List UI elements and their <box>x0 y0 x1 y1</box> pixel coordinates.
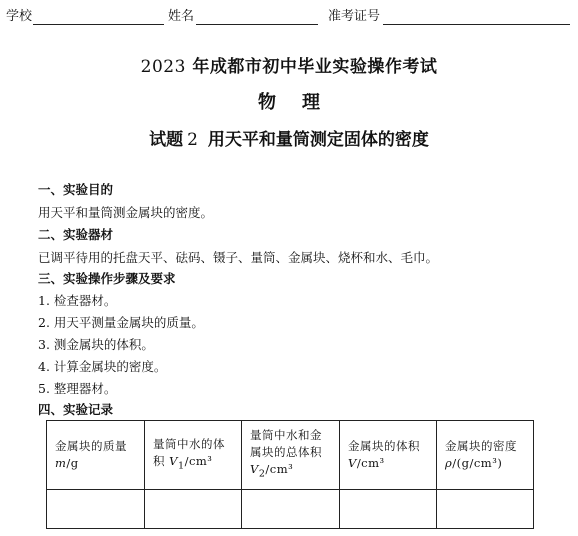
name-blank[interactable] <box>196 24 318 25</box>
subject-title: 物理 <box>258 92 346 113</box>
question-title <box>0 125 578 150</box>
block-volume-cell[interactable] <box>340 490 437 529</box>
total-volume-header: 量筒中水和金属块的总体积 $V_2$/cm³ <box>242 421 340 490</box>
density-cell[interactable] <box>437 490 534 529</box>
total-volume-cell[interactable] <box>242 490 340 529</box>
table-row <box>47 490 534 529</box>
school-blank[interactable] <box>33 24 164 25</box>
exam-number-blank[interactable] <box>383 24 570 25</box>
exam-number-label: 准考证号 <box>328 9 381 24</box>
record-table <box>46 420 534 529</box>
exam-year: 2023 <box>140 57 186 77</box>
water-volume-cell[interactable] <box>145 490 242 529</box>
purpose-text: 用天平和量筒测金属块的密度。 <box>38 205 214 220</box>
equipment-text: 已调平待用的托盘天平、砝码、镊子、量筒、金属块、烧杯和水、毛巾。 <box>38 250 439 265</box>
step-item: 2. 用天平测量金属块的质量。 <box>38 315 204 330</box>
exam-name: 年成都市初中毕业实验操作考试 <box>192 57 438 77</box>
mass-cell[interactable] <box>47 490 145 529</box>
step-item: 3. 测金属块的体积。 <box>38 337 154 352</box>
table-header-row <box>47 421 534 490</box>
record-heading: 四、实验记录 <box>38 402 114 417</box>
equipment-heading: 二、实验器材 <box>38 227 114 242</box>
school-label: 学校 <box>6 9 33 24</box>
water-volume-header: 量筒中水的体积 $V_1$/cm³ <box>145 421 242 490</box>
density-header: 金属块的密度 ρ/(g/cm³) <box>437 421 534 490</box>
question-number: 2 <box>187 130 198 150</box>
name-label: 姓名 <box>168 9 195 24</box>
steps-heading: 三、实验操作步骤及要求 <box>38 271 176 286</box>
exam-title <box>0 52 578 77</box>
purpose-heading: 一、实验目的 <box>38 182 114 197</box>
block-volume-header: 金属块的体积 V/cm³ <box>340 421 437 490</box>
question-label: 试题 <box>149 130 184 150</box>
step-item: 1. 检查器材。 <box>38 293 117 308</box>
step-item: 4. 计算金属块的密度。 <box>38 359 167 374</box>
step-item: 5. 整理器材。 <box>38 381 117 396</box>
mass-header: 金属块的质量 m/g <box>47 421 145 490</box>
question-name: 用天平和量筒测定固体的密度 <box>207 130 429 150</box>
